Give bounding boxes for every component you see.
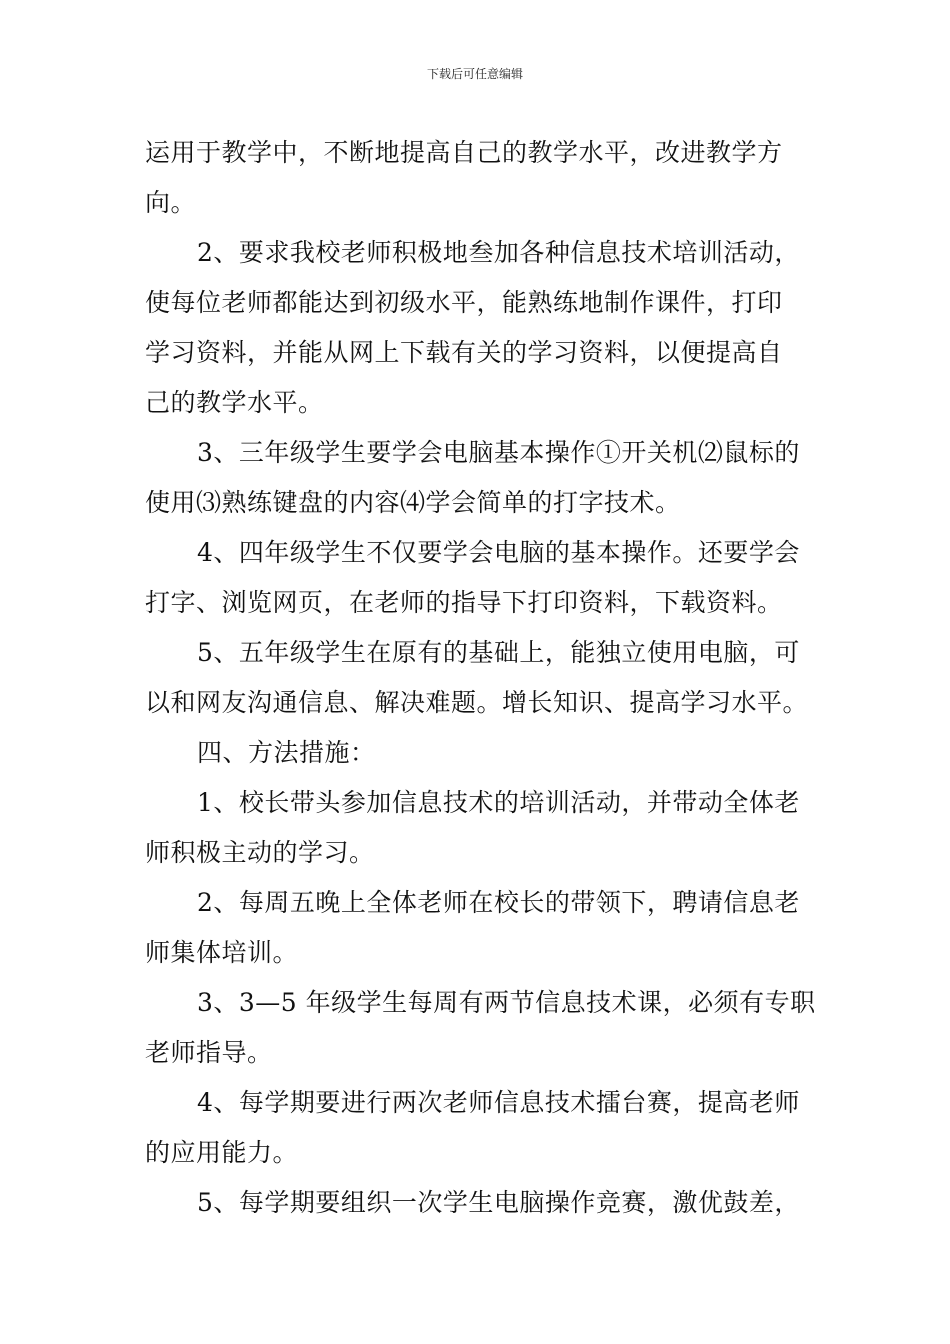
text-line: 3、3—5 年级学生每周有两节信息技术课，必须有专职 [197, 988, 816, 1017]
text-line: 2、要求我校老师积极地叁加各种信息技术培训活动， [197, 238, 800, 267]
text-line: 5、五年级学生在原有的基础上，能独立使用电脑，可 [197, 638, 800, 667]
paragraph-item-4-grade4 [145, 528, 810, 628]
text-line: 学习资料，并能从网上下载有关的学习资料，以便提高自 [145, 338, 783, 367]
paragraph-item-5-grade5 [145, 628, 810, 728]
text-line: 师积极主动的学习。 [145, 838, 375, 867]
paragraph-method-3 [145, 978, 816, 1078]
text-line: 4、四年级学生不仅要学会电脑的基本操作。还要学会 [197, 538, 800, 567]
text-line: 运用于教学中，不断地提高自己的教学水平，改进教学方 [145, 138, 783, 167]
page-header: 下载后可任意编辑 [426, 67, 523, 81]
text-line: 以和网友沟通信息、解决难题。增长知识、提高学习水平。 [145, 688, 809, 717]
text-line: 的应用能力。 [145, 1138, 299, 1167]
paragraph-method-2 [145, 878, 810, 978]
text-line: 使每位老师都能达到初级水平，能熟练地制作课件，打印 [145, 288, 783, 317]
section-heading-methods [145, 728, 810, 778]
paragraph-continuation [145, 128, 810, 228]
text-line: 5、每学期要组织一次学生电脑操作竞赛，激优鼓差， [197, 1188, 800, 1217]
text-line: 2、每周五晚上全体老师在校长的带领下，聘请信息老 [197, 888, 800, 917]
text-line: 师集体培训。 [145, 938, 299, 967]
text-line: 老师指导。 [145, 1038, 273, 1067]
text-line: 1、校长带头参加信息技术的培训活动，并带动全体老 [197, 788, 800, 817]
text-line: 3、三年级学生要学会电脑基本操作①开关机⑵鼠标的 [197, 438, 800, 467]
document-body [145, 128, 816, 1228]
paragraph-item-3-grade3 [145, 428, 810, 528]
text-line: 向。 [145, 188, 197, 217]
text-line: 四、方法措施： [197, 738, 376, 767]
paragraph-method-4 [145, 1078, 810, 1178]
paragraph-method-1 [145, 778, 810, 878]
text-line: 己的教学水平。 [145, 388, 324, 417]
paragraph-method-5 [145, 1178, 810, 1228]
text-line: 4、每学期要进行两次老师信息技术擂台赛，提高老师 [197, 1088, 800, 1117]
text-line: 使用⑶熟练键盘的内容⑷学会简单的打字技术。 [145, 488, 681, 517]
paragraph-item-2-training [145, 228, 810, 428]
text-line: 打字、浏览网页，在老师的指导下打印资料，下载资料。 [145, 588, 783, 617]
